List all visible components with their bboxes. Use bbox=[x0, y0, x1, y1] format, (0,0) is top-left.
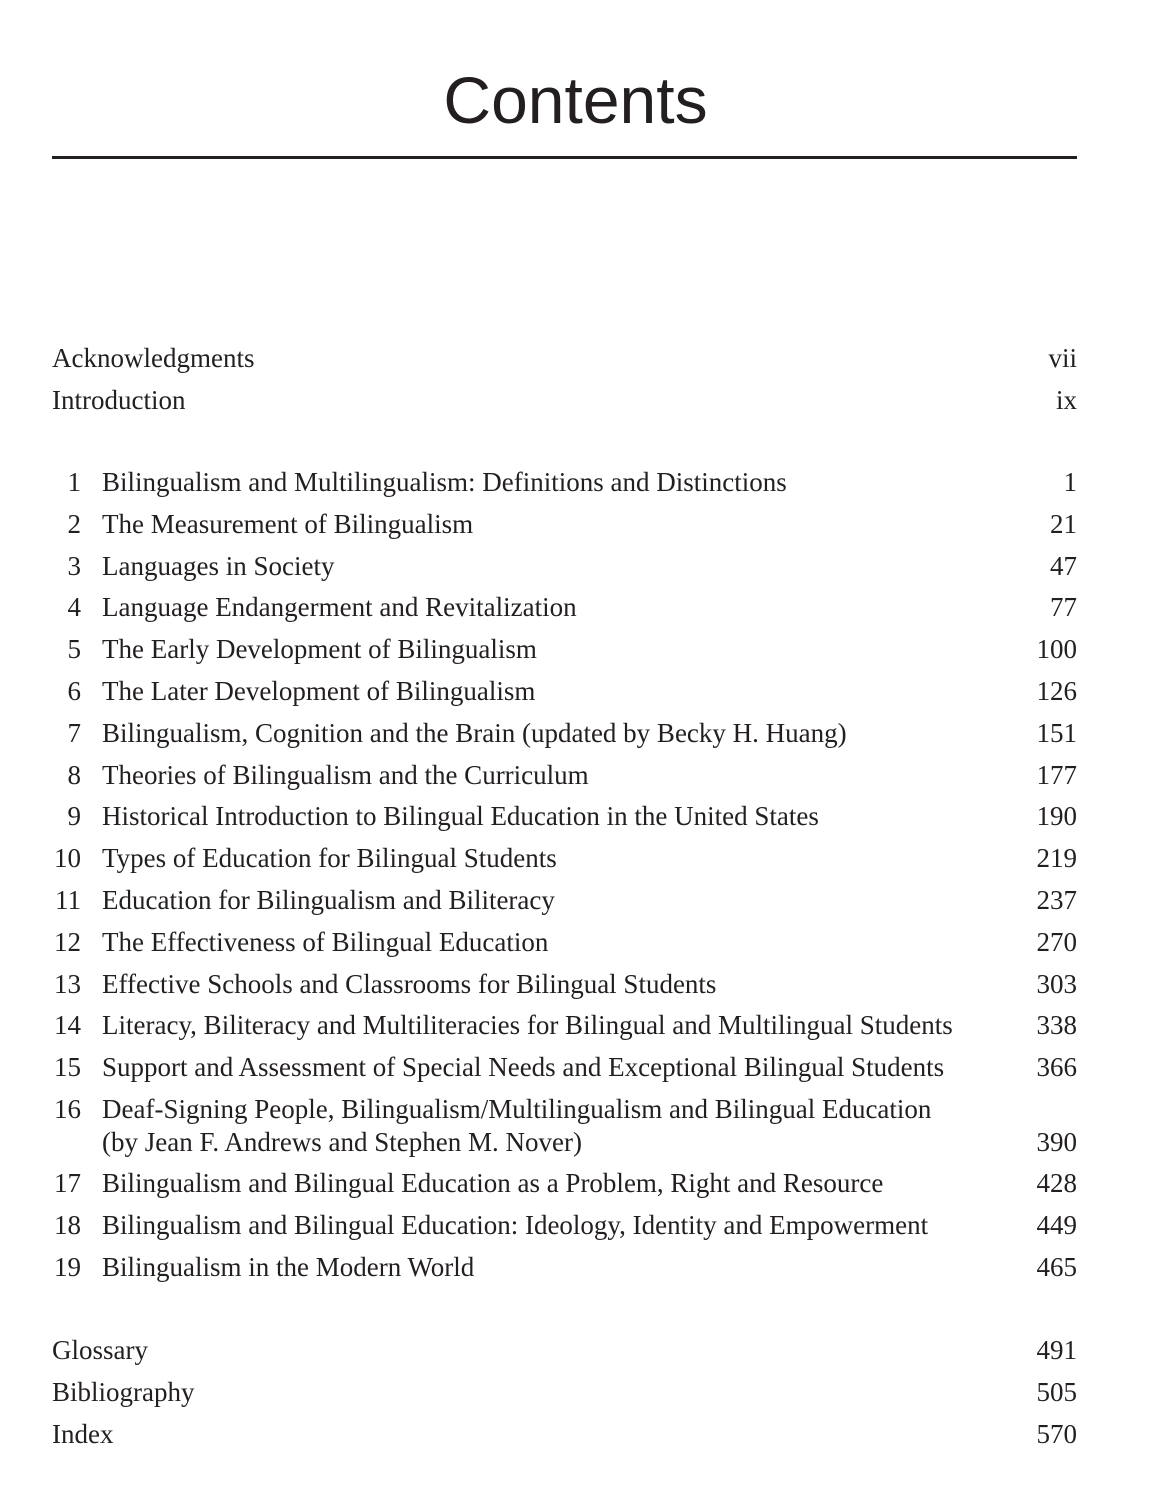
toc-front-matter bbox=[52, 338, 1077, 422]
toc-entry-title: Glossary bbox=[52, 1335, 148, 1365]
toc-entry-introduction[interactable] bbox=[52, 380, 1077, 422]
toc-entry-glossary[interactable] bbox=[52, 1330, 1077, 1372]
toc-entry-index[interactable] bbox=[52, 1414, 1077, 1456]
toc-chapters bbox=[52, 462, 1077, 1288]
chapter-page: 100 bbox=[1036, 634, 1077, 665]
chapter-title: Historical Introduction to Bilingual Education in the United States bbox=[102, 801, 819, 832]
toc-chapter-13[interactable] bbox=[52, 964, 1077, 1006]
chapter-page: 237 bbox=[1036, 884, 1077, 915]
chapter-number: 1 bbox=[67, 467, 81, 497]
toc-entry-page: vii bbox=[1048, 343, 1077, 373]
chapter-number: 11 bbox=[55, 884, 81, 915]
chapter-title: Effective Schools and Classrooms for Bilingual Students bbox=[102, 968, 717, 999]
toc-entry-title: Index bbox=[52, 1418, 114, 1449]
chapter-page: 126 bbox=[1036, 675, 1077, 706]
chapter-title: Languages in Society bbox=[102, 550, 335, 581]
chapter-page: 428 bbox=[1036, 1167, 1077, 1198]
chapter-page: 303 bbox=[1036, 968, 1077, 999]
toc-chapter-16[interactable] bbox=[52, 1089, 1077, 1163]
toc-entry-title: Introduction bbox=[52, 384, 186, 415]
chapter-number: 7 bbox=[67, 717, 81, 748]
title-divider bbox=[52, 156, 1077, 159]
toc-chapter-15[interactable] bbox=[52, 1047, 1077, 1089]
chapter-title: Bilingualism, Cognition and the Brain (updated by Becky H. Huang) bbox=[102, 717, 847, 748]
chapter-number: 5 bbox=[67, 634, 81, 665]
chapter-number: 17 bbox=[54, 1167, 81, 1198]
toc-chapter-1[interactable] bbox=[52, 462, 1077, 504]
chapter-page: 219 bbox=[1036, 843, 1077, 874]
toc-chapter-6[interactable] bbox=[52, 671, 1077, 713]
chapter-page: 390 bbox=[1036, 1126, 1077, 1157]
chapter-page: 366 bbox=[1036, 1052, 1077, 1083]
chapter-page: 177 bbox=[1036, 759, 1077, 790]
toc-chapter-5[interactable] bbox=[52, 629, 1077, 671]
toc-entry-title: Bibliography bbox=[52, 1376, 195, 1407]
chapter-number: 19 bbox=[54, 1251, 81, 1282]
chapter-number: 16 bbox=[54, 1093, 81, 1124]
chapter-title: Support and Assessment of Special Needs and Exceptional Bilingual Students bbox=[102, 1052, 945, 1083]
toc-chapter-8[interactable] bbox=[52, 755, 1077, 797]
chapter-page: 338 bbox=[1036, 1010, 1077, 1041]
chapter-title: Literacy, Biliteracy and Multiliteracies for Bilingual and Multilingual Students bbox=[102, 1010, 953, 1041]
chapter-page: 270 bbox=[1036, 926, 1077, 957]
chapter-page: 151 bbox=[1036, 717, 1077, 748]
chapter-number: 12 bbox=[54, 926, 81, 957]
toc-chapter-18[interactable] bbox=[52, 1205, 1077, 1247]
chapter-title bbox=[102, 1093, 1017, 1159]
chapter-title: Bilingualism and Multilingualism: Definitions and Distinctions bbox=[102, 467, 787, 497]
chapter-page: 465 bbox=[1036, 1251, 1077, 1282]
chapter-page: 449 bbox=[1036, 1209, 1077, 1240]
toc-chapter-4[interactable] bbox=[52, 587, 1077, 629]
chapter-page: 1 bbox=[1063, 467, 1077, 497]
chapter-number: 8 bbox=[67, 759, 81, 790]
chapter-title: Bilingualism and Bilingual Education: Ideology, Identity and Empowerment bbox=[102, 1209, 929, 1240]
toc-chapter-19[interactable] bbox=[52, 1247, 1077, 1289]
chapter-number: 14 bbox=[54, 1010, 81, 1041]
chapter-number: 13 bbox=[54, 968, 81, 999]
toc-chapter-9[interactable] bbox=[52, 796, 1077, 838]
chapter-title: Education for Bilingualism and Biliteracy bbox=[102, 884, 555, 915]
toc-entry-page: ix bbox=[1055, 384, 1077, 415]
toc-entry-acknowledgments[interactable] bbox=[52, 338, 1077, 380]
chapter-title-line-1: Deaf-Signing People, Bilingualism/Multilingualism and Bilingual Education bbox=[102, 1093, 932, 1124]
chapter-page: 77 bbox=[1050, 592, 1077, 623]
chapter-number: 6 bbox=[67, 675, 81, 706]
toc-entry-page: 491 bbox=[1036, 1335, 1077, 1365]
chapter-page: 47 bbox=[1050, 550, 1077, 581]
toc-chapter-3[interactable] bbox=[52, 546, 1077, 588]
chapter-number: 18 bbox=[54, 1209, 81, 1240]
chapter-number: 9 bbox=[67, 801, 81, 832]
chapter-number: 10 bbox=[54, 843, 81, 874]
chapter-number: 3 bbox=[67, 550, 81, 581]
toc-chapter-10[interactable] bbox=[52, 838, 1077, 880]
chapter-title: The Early Development of Bilingualism bbox=[102, 634, 537, 665]
chapter-title-line-2: (by Jean F. Andrews and Stephen M. Nover) bbox=[102, 1126, 583, 1157]
chapter-title: Bilingualism and Bilingual Education as a Problem, Right and Resource bbox=[102, 1167, 884, 1198]
chapter-page: 21 bbox=[1050, 508, 1077, 539]
chapter-number: 15 bbox=[54, 1052, 81, 1083]
toc-chapter-7[interactable] bbox=[52, 713, 1077, 755]
toc-chapter-2[interactable] bbox=[52, 504, 1077, 546]
toc-chapter-14[interactable] bbox=[52, 1005, 1077, 1047]
toc-entry-page: 505 bbox=[1036, 1376, 1077, 1407]
toc-entry-bibliography[interactable] bbox=[52, 1372, 1077, 1414]
chapter-number: 2 bbox=[67, 508, 81, 539]
toc-entry-title: Acknowledgments bbox=[52, 343, 255, 373]
chapter-title: The Later Development of Bilingualism bbox=[102, 675, 536, 706]
chapter-page: 190 bbox=[1036, 801, 1077, 832]
toc-back-matter bbox=[52, 1330, 1077, 1455]
chapter-number: 4 bbox=[67, 592, 81, 623]
page-title: Contents bbox=[443, 63, 708, 137]
chapter-title: Theories of Bilingualism and the Curriculum bbox=[102, 759, 589, 790]
toc-chapter-17[interactable] bbox=[52, 1163, 1077, 1205]
chapter-title: Language Endangerment and Revitalization bbox=[102, 592, 577, 623]
chapter-title: The Effectiveness of Bilingual Education bbox=[102, 926, 549, 957]
toc-entry-page: 570 bbox=[1036, 1418, 1077, 1449]
chapter-title: Bilingualism in the Modern World bbox=[102, 1251, 475, 1282]
toc-chapter-11[interactable] bbox=[52, 880, 1077, 922]
chapter-title: The Measurement of Bilingualism bbox=[102, 508, 474, 539]
chapter-title: Types of Education for Bilingual Students bbox=[102, 843, 557, 874]
toc-chapter-12[interactable] bbox=[52, 922, 1077, 964]
